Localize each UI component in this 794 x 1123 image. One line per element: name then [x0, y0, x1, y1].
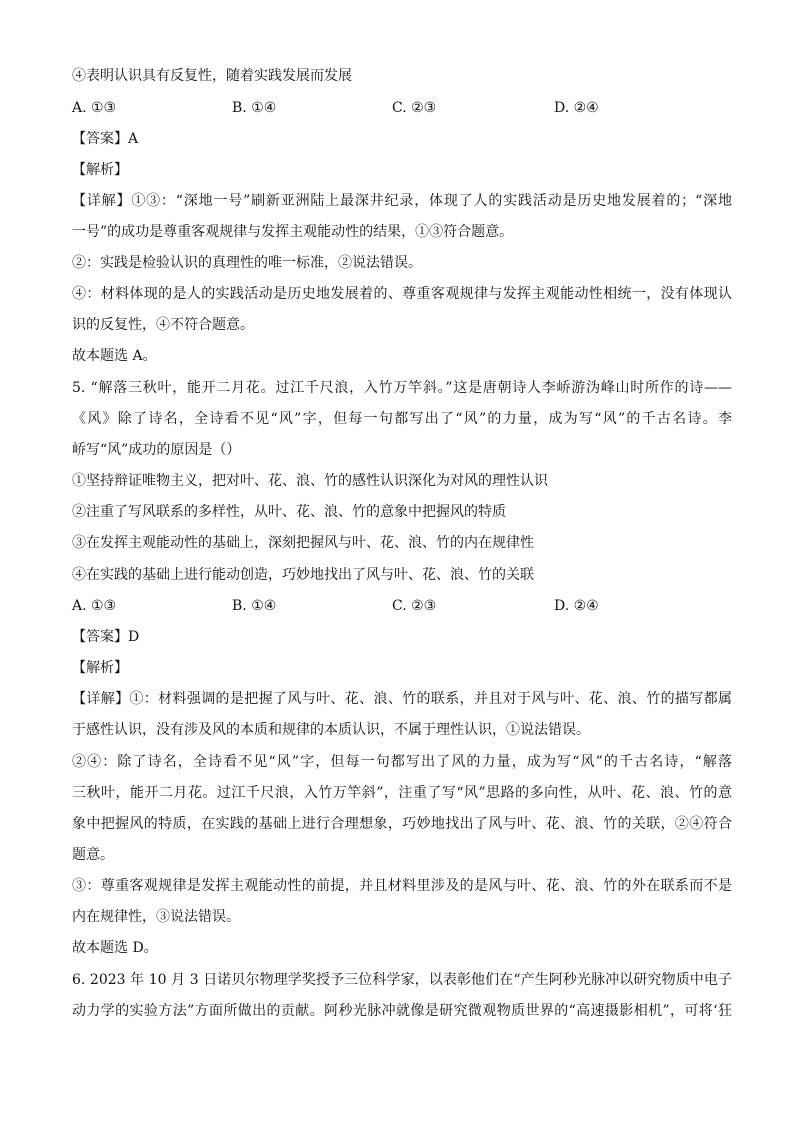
q4-option-c: C. ②③: [392, 100, 437, 116]
q4-conclusion: 故本题选 A。: [72, 348, 157, 364]
q5-option-d: D. ②④: [554, 598, 599, 614]
q5-analysis-heading: 【解析】: [72, 660, 128, 676]
q5-detail-line: 于感性认识，没有涉及风的本质和规律的本质认识，不属于理性认识，①说法错误。: [72, 722, 590, 738]
q5-detail-line: 三秋叶，能开二月花。过江千尺浪，入竹万竿斜”，注重了写“风”思路的多向性，从叶、花、浪、竹的意: [72, 785, 732, 801]
q4-detail-line: 识的反复性，④不符合题意。: [72, 317, 254, 333]
q4-option-b: B. ①④: [232, 100, 277, 116]
q5-detail-line: 【详解】①：材料强调的是把握了风与叶、花、浪、竹的联系，并且对于风与叶、花、浪、竹的描写都属: [72, 691, 732, 707]
q5-option-a: A. ①③: [72, 598, 117, 614]
q5-item-3: ③在发挥主观能动性的基础上，深刻把握风与叶、花、浪、竹的内在规律性: [72, 535, 534, 551]
q5-option-c: C. ②③: [392, 598, 437, 614]
q5-item-2: ②注重了写风联系的多样性，从叶、花、浪、竹的意象中把握风的特质: [72, 504, 506, 520]
q5-detail-line: 题意。: [72, 847, 114, 863]
q5-detail-line: ②④：除了诗名，全诗看不见“风”字，但每一句都写出了风的力量，成为写“风”的千古名诗，“解落: [72, 754, 732, 770]
q5-conclusion: 故本题选 D。: [72, 940, 158, 956]
q6-stem-line: 动力学的实验方法”方面所做出的贡献。阿秒光脉冲就像是研究微观物质世界的“高速摄影相机”，可将‘狂: [72, 1003, 732, 1019]
q5-item-4: ④在实践的基础上进行能动创造，巧妙地找出了风与叶、花、浪、竹的关联: [72, 567, 534, 583]
q4-analysis-heading: 【解析】: [72, 162, 128, 178]
q5-option-b: B. ①④: [232, 598, 277, 614]
q6-stem-line: 6. 2023 年 10 月 3 日诺贝尔物理学奖授予三位科学家，以表彰他们在“产生阿秒光脉冲以研究物质中电子: [72, 972, 732, 988]
q4-item-4: ④表明认识具有反复性，随着实践发展而发展: [72, 68, 352, 84]
q5-stem-line: 《风》除了诗名，全诗看不见“风”字，但每一句都写出了“风”的力量，成为写“风”的千古名诗。李: [72, 411, 732, 427]
q5-detail-line: ③：尊重客观规律是发挥主观能动性的前提，并且材料里涉及的是风与叶、花、浪、竹的外在联系而不是: [72, 878, 732, 894]
q4-answer: 【答案】A: [72, 131, 139, 147]
q5-answer: 【答案】D: [72, 629, 140, 645]
q5-item-1: ①坚持辩证唯物主义，把对叶、花、浪、竹的感性认识深化为对风的理性认识: [72, 473, 548, 489]
q5-detail-line: 象中把握风的特质，在实践的基础上进行合理想象，巧妙地找出了风与叶、花、浪、竹的关联，②④符合: [72, 816, 732, 832]
q4-detail-line: 【详解】①③：“深地一号”刷新亚洲陆上最深井纪录，体现了人的实践活动是历史地发展着的；“深地: [72, 193, 732, 209]
q4-detail-line: ②：实践是检验认识的真理性的唯一标准，②说法错误。: [72, 255, 422, 271]
q5-stem-line: 5. “解落三秋叶，能开二月花。过江千尺浪，入竹万竿斜。”这是唐朝诗人李峤游沩峰山时所作的诗——: [72, 380, 732, 396]
q4-detail-line: ④：材料体现的是人的实践活动是历史地发展着的、尊重客观规律与发挥主观能动性相统一，没有体现认: [72, 286, 732, 302]
q4-detail-line: 一号”的成功是尊重客观规律与发挥主观能动性的结果，①③符合题意。: [72, 224, 514, 240]
q4-option-d: D. ②④: [554, 100, 599, 116]
q5-detail-line: 内在规律性，③说法错误。: [72, 909, 240, 925]
q4-option-a: A. ①③: [72, 100, 117, 116]
q5-stem-line: 峤写“风”成功的原因是（）: [72, 442, 241, 458]
